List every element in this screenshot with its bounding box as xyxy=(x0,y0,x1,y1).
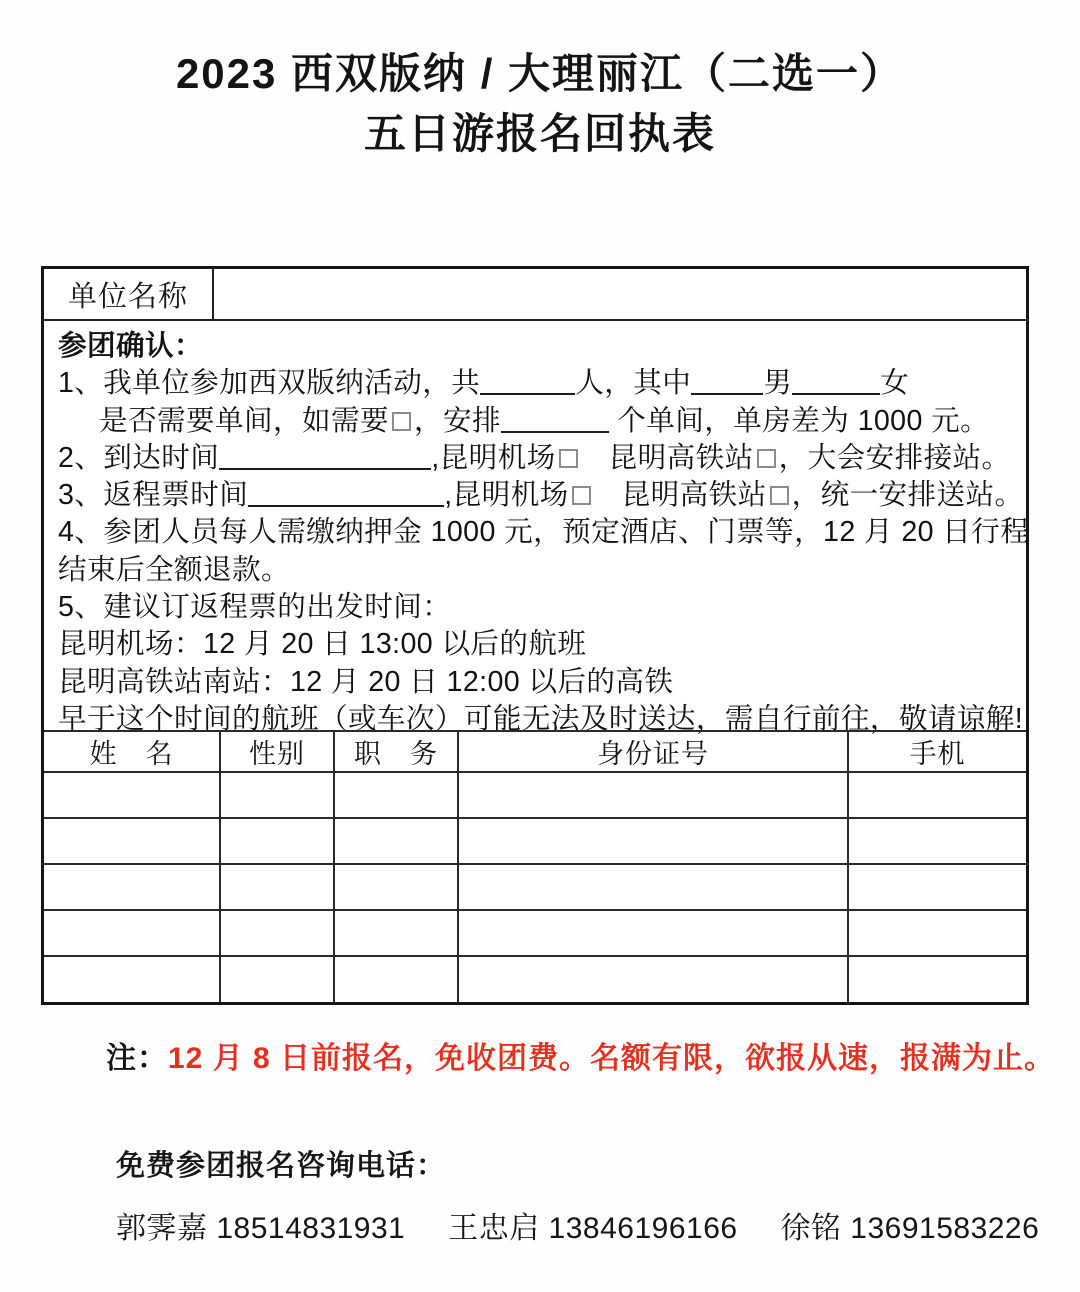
line3-text-c: 昆明高铁站 xyxy=(608,441,754,474)
line1-text-a: 1、我单位参加西双版纳活动，共 xyxy=(58,367,481,400)
header-name: 姓 名 xyxy=(44,731,220,772)
line1-text-b: 人，其中 xyxy=(575,367,692,400)
blank-single-room-count[interactable] xyxy=(501,409,609,433)
unit-name-row xyxy=(44,269,1026,321)
roster-cell-mobile[interactable] xyxy=(848,956,1026,1002)
line2-text-a: 是否需要单间，如需要 xyxy=(99,404,389,437)
roster-cell-id-number[interactable] xyxy=(458,772,848,818)
roster-cell-mobile[interactable] xyxy=(848,910,1026,956)
roster-cell-name[interactable] xyxy=(44,864,220,910)
roster-row xyxy=(44,910,1026,956)
confirm-line-7: 昆明机场：12 月 20 日 13:00 以后的航班 xyxy=(58,628,587,661)
roster-cell-mobile[interactable] xyxy=(848,772,1026,818)
contact-entry-3: 徐铭 13691583226 xyxy=(780,1212,1040,1245)
unit-name-label: 单位名称 xyxy=(44,269,214,319)
confirmation-section xyxy=(44,321,1030,738)
roster-row xyxy=(44,818,1026,864)
checkbox-return-kunming-hsr-station[interactable] xyxy=(770,486,789,505)
line3-text-d: ，大会安排接站。 xyxy=(778,441,1011,474)
checkbox-return-kunming-airport[interactable] xyxy=(572,486,591,505)
blank-arrival-time[interactable] xyxy=(219,446,431,470)
confirm-line-3 xyxy=(58,440,1014,477)
roster-cell-name[interactable] xyxy=(44,818,220,864)
confirm-line-6: 5、建议订返程票的出发时间： xyxy=(58,591,452,624)
roster-cell-gender[interactable] xyxy=(220,772,334,818)
roster-cell-id-number[interactable] xyxy=(458,956,848,1002)
roster-row xyxy=(44,864,1026,910)
roster-cell-gender[interactable] xyxy=(220,864,334,910)
contact-entry-2: 王忠启 13846196166 xyxy=(448,1212,738,1245)
roster-row xyxy=(44,772,1026,818)
header-id-number: 身份证号 xyxy=(458,731,848,772)
roster-cell-name[interactable] xyxy=(44,772,220,818)
roster-cell-mobile[interactable] xyxy=(848,818,1026,864)
line1-text-c: 男 xyxy=(763,367,793,400)
line2-text-b: ，安排 xyxy=(413,404,501,437)
checkbox-need-single-room[interactable] xyxy=(392,412,411,431)
checkbox-arrival-kunming-airport[interactable] xyxy=(559,449,578,468)
roster-cell-gender[interactable] xyxy=(220,910,334,956)
roster-cell-position[interactable] xyxy=(334,956,458,1002)
checkbox-arrival-kunming-hsr-station[interactable] xyxy=(757,449,776,468)
blank-male-count[interactable] xyxy=(691,371,763,395)
contact-heading: 免费参团报名咨询电话： xyxy=(116,1150,447,1182)
header-gender: 性别 xyxy=(220,731,334,772)
title-line-2: 五日游报名回执表 xyxy=(363,110,716,157)
line1-text-d: 女 xyxy=(880,367,910,400)
confirm-line-4 xyxy=(58,477,1024,514)
roster-cell-id-number[interactable] xyxy=(458,910,848,956)
roster-cell-position[interactable] xyxy=(334,864,458,910)
blank-female-count[interactable] xyxy=(792,371,880,395)
line4-text-d: ，统一安排送站。 xyxy=(791,479,1024,512)
unit-name-input-cell[interactable] xyxy=(214,269,1026,319)
roster-cell-id-number[interactable] xyxy=(458,818,848,864)
roster-cell-id-number[interactable] xyxy=(458,864,848,910)
confirmation-heading: 参团确认： xyxy=(58,330,203,362)
header-position: 职 务 xyxy=(334,731,458,772)
line2-text-c: 个单间，单房差为 1000 元。 xyxy=(608,404,990,437)
title-line-1: 2023 西双版纳 / 大理丽江（二选一） xyxy=(175,50,905,97)
blank-total-count[interactable] xyxy=(480,371,575,395)
confirm-line-5a: 4、参团人员每人需缴纳押金 1000 元，预定酒店、门票等，12 月 20 日行程 xyxy=(58,516,1030,549)
roster-header-row xyxy=(44,731,1026,772)
line4-text-b: ,昆明机场 xyxy=(444,479,569,512)
confirm-line-5b: 结束后全额退款。 xyxy=(58,553,290,586)
confirm-line-2 xyxy=(58,403,1014,440)
roster-cell-name[interactable] xyxy=(44,910,220,956)
line3-text-a: 2、到达时间 xyxy=(58,441,220,474)
line4-text-c: 昆明高铁站 xyxy=(621,479,767,512)
roster-row xyxy=(44,956,1026,1002)
header-mobile: 手机 xyxy=(848,731,1026,772)
roster-cell-position[interactable] xyxy=(334,818,458,864)
roster-cell-gender[interactable] xyxy=(220,818,334,864)
line4-text-a: 3、返程票时间 xyxy=(58,479,249,512)
contact-entries xyxy=(116,1203,1039,1247)
confirm-line-1 xyxy=(58,365,1014,402)
note-deadline-text: 12 月 8 日前报名，免收团费。名额有限，欲报从速，报满为止。 xyxy=(168,1042,1056,1075)
registration-note xyxy=(106,1033,1055,1077)
confirm-line-8: 昆明高铁站南站：12 月 20 日 12:00 以后的高铁 xyxy=(58,665,674,698)
roster-cell-mobile[interactable] xyxy=(848,864,1026,910)
blank-return-time[interactable] xyxy=(248,483,444,507)
contact-entry-1: 郭霁嘉 18514831931 xyxy=(116,1212,406,1245)
line3-text-b: ,昆明机场 xyxy=(431,441,556,474)
roster-table xyxy=(44,730,1026,1002)
roster-cell-name[interactable] xyxy=(44,956,220,1002)
note-prefix: 注： xyxy=(106,1042,168,1075)
roster-cell-position[interactable] xyxy=(334,910,458,956)
confirm-line-9: 早于这个时间的航班（或车次）可能无法及时送达，需自行前往，敬请谅解! xyxy=(58,702,1024,735)
roster-cell-gender[interactable] xyxy=(220,956,334,1002)
roster-cell-position[interactable] xyxy=(334,772,458,818)
registration-form-box xyxy=(41,266,1029,1005)
document-title xyxy=(0,44,1080,164)
